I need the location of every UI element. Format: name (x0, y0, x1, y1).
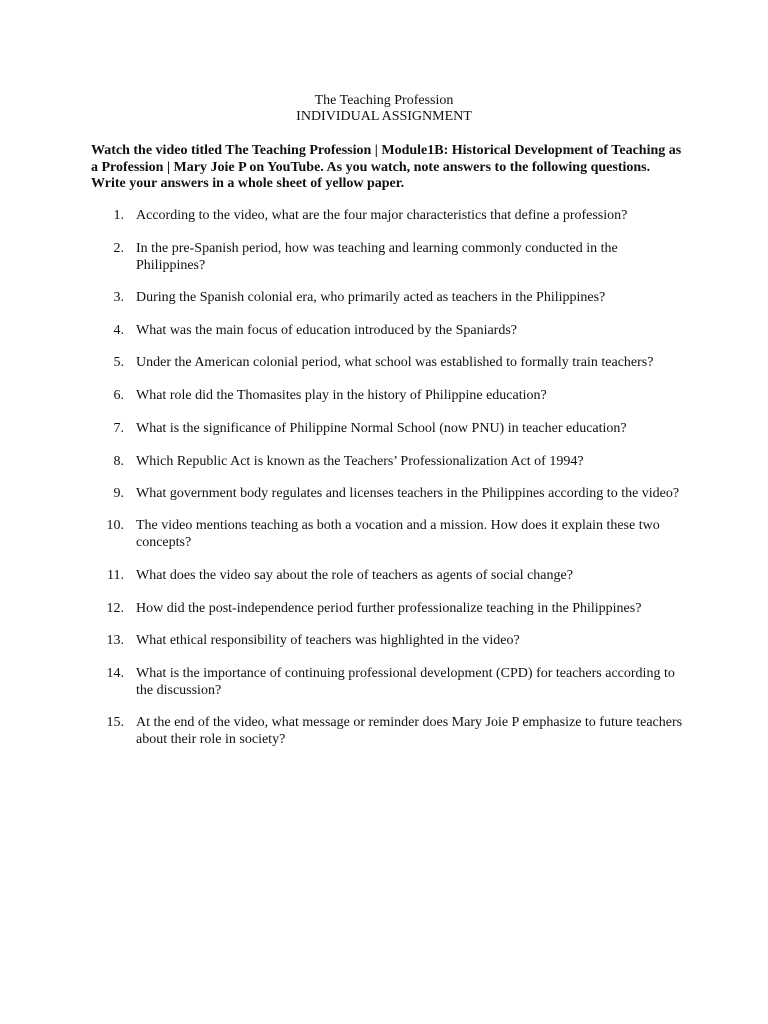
question-line: Under the American colonial period, what school was established to formally train teachers? (136, 355, 654, 370)
question-text (136, 666, 686, 699)
question-number: 8. (113, 454, 124, 469)
question-line: What role did the Thomasites play in the history of Philippine education? (136, 388, 547, 403)
question-text (136, 388, 686, 405)
question-text (136, 715, 686, 748)
question-line: the discussion? (136, 682, 222, 698)
question-line: Philippines? (136, 257, 206, 273)
question-text (136, 568, 686, 585)
question-number: 6. (113, 388, 124, 403)
question-line: about their role in society? (136, 731, 286, 747)
question-number: 2. (113, 241, 124, 256)
question-line: What is the importance of continuing professional development (CPD) for teachers according to (136, 666, 675, 681)
question-line: What was the main focus of education introduced by the Spaniards? (136, 323, 517, 338)
instructions-line: Write your answers in a whole sheet of yellow paper. (91, 176, 405, 191)
question-number: 14. (106, 666, 124, 681)
question-text (136, 518, 686, 551)
question-line: What is the significance of Philippine Normal School (now PNU) in teacher education? (136, 421, 627, 436)
document-title: The Teaching Profession (314, 93, 454, 108)
question-line: What does the video say about the role of teachers as agents of social change? (136, 568, 573, 583)
question-line: The video mentions teaching as both a vocation and a mission. How does it explain these two (136, 518, 660, 533)
question-line: What ethical responsibility of teachers was highlighted in the video? (136, 633, 520, 648)
question-number: 5. (113, 355, 124, 370)
question-text (136, 208, 686, 225)
question-number: 1. (113, 208, 124, 223)
question-text (136, 323, 686, 340)
question-text (136, 454, 686, 471)
question-line: During the Spanish colonial era, who primarily acted as teachers in the Philippines? (136, 290, 606, 305)
question-line: Which Republic Act is known as the Teachers’ Professionalization Act of 1994? (136, 454, 584, 469)
question-line: In the pre-Spanish period, how was teaching and learning commonly conducted in the (136, 241, 618, 256)
question-number: 12. (106, 601, 124, 616)
document-subtitle: INDIVIDUAL ASSIGNMENT (296, 109, 472, 124)
question-line: According to the video, what are the four major characteristics that define a profession? (136, 208, 628, 223)
question-text (136, 601, 686, 618)
instructions-paragraph (91, 143, 687, 193)
question-number: 13. (106, 633, 124, 648)
question-line: What government body regulates and licenses teachers in the Philippines according to the video? (136, 486, 680, 501)
question-text (136, 633, 686, 650)
question-line: concepts? (136, 534, 192, 550)
question-text (136, 421, 686, 438)
question-number: 3. (113, 290, 124, 305)
question-number: 11. (107, 568, 124, 583)
question-text (136, 355, 686, 372)
question-number: 15. (106, 715, 124, 730)
question-text (136, 486, 686, 503)
question-number: 7. (113, 421, 124, 436)
question-line: At the end of the video, what message or reminder does Mary Joie P emphasize to future teachers (136, 715, 683, 730)
question-text (136, 290, 686, 307)
question-number: 9. (113, 486, 124, 501)
instructions-line: a Profession | Mary Joie P on YouTube. As you watch, note answers to the following questions. (91, 159, 651, 175)
question-number: 4. (113, 323, 124, 338)
question-line: How did the post-independence period further professionalize teaching in the Philippines? (136, 601, 642, 616)
question-number: 10. (106, 518, 124, 533)
question-text (136, 241, 686, 274)
instructions-line: Watch the video titled The Teaching Profession | Module1B: Historical Development of Teaching as (91, 143, 682, 158)
